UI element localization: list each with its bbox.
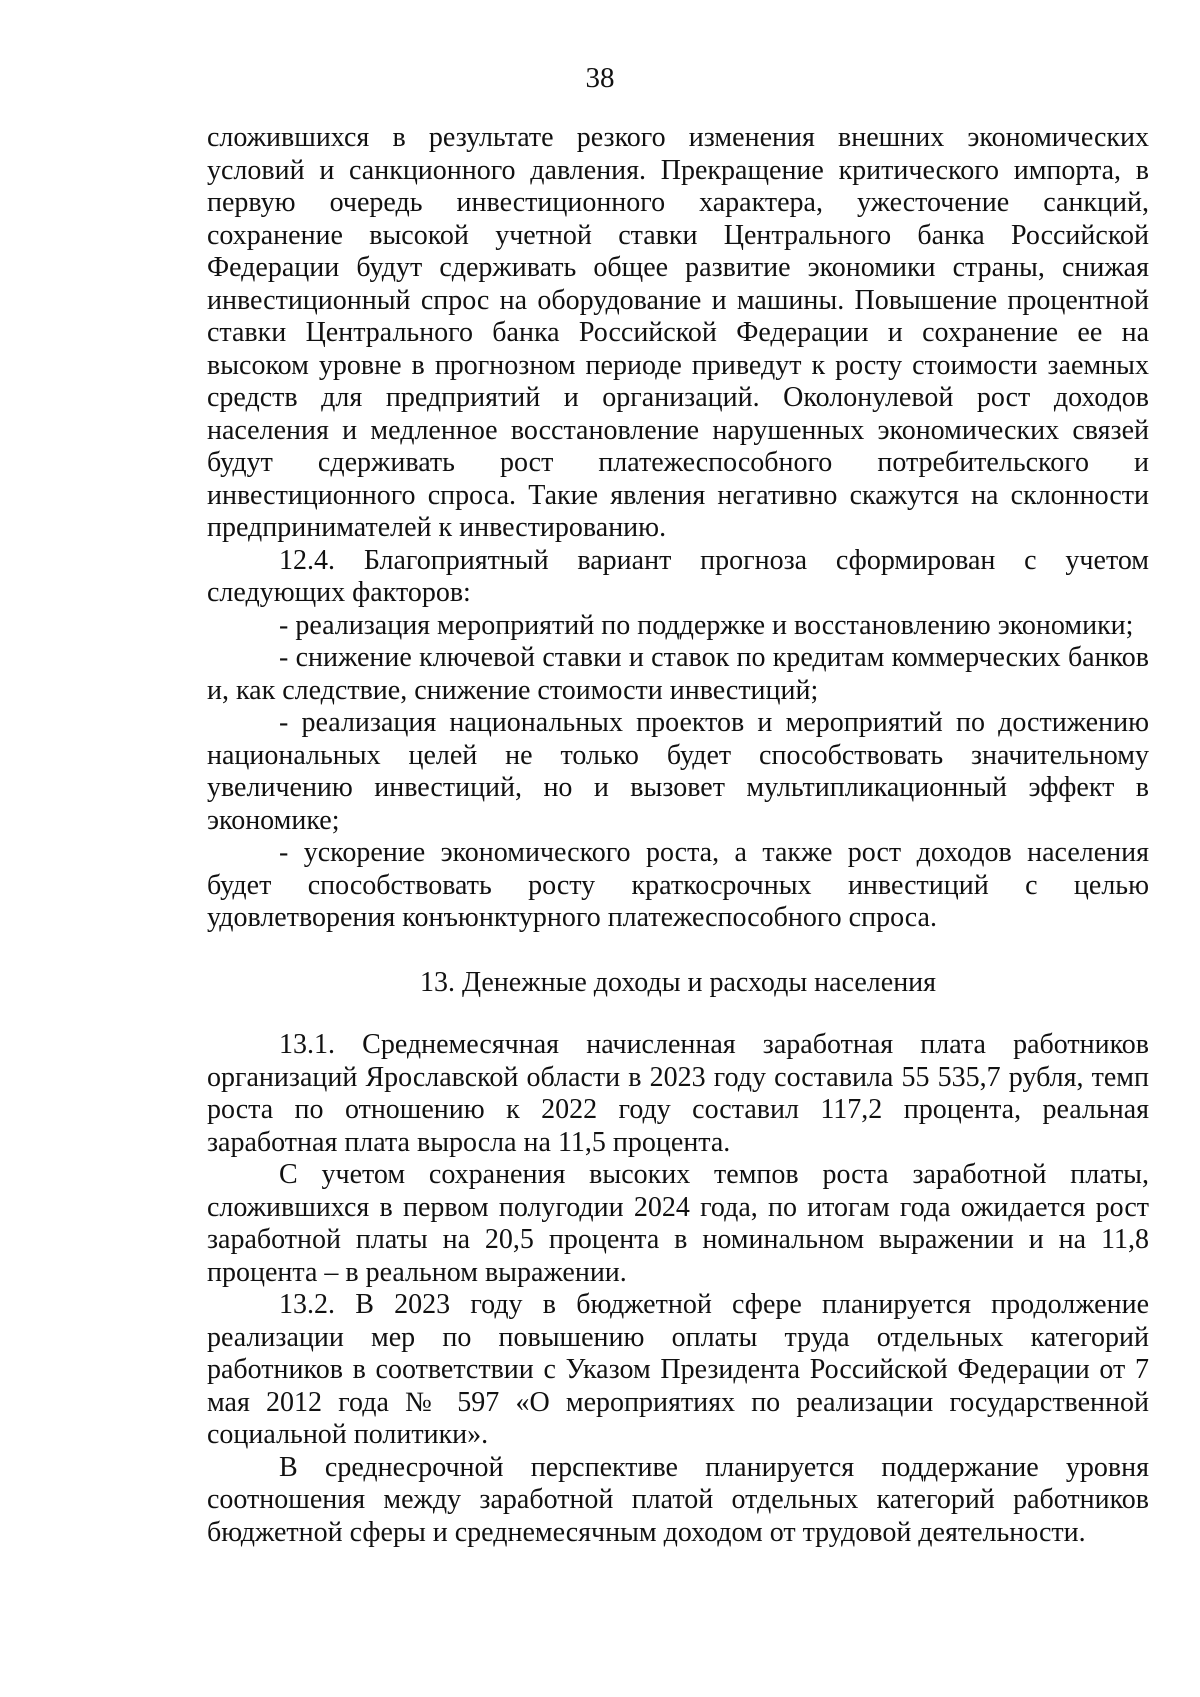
paragraph-medium-term: В среднесрочной перспективе планируется поддержание уровня соотношения между заработной платой отдельных категорий работников бюджетной сферы и среднемесячным доходом от трудовой деятельности. [207, 1451, 1149, 1548]
paragraph-wages-2023: 13.1. Среднемесячная начисленная заработная плата работников организаций Ярославской области в 2023 году составила 55 535,7 рубля, темп роста по отношению к 2022 году составил 117,2 процента, реальная заработная плата выросла на 11,5 процента. [207, 1029, 1149, 1158]
paragraph-wages-forecast: С учетом сохранения высоких темпов роста заработной платы, сложившихся в первом полугодии 2024 года, по итогам года ожидается рост заработной платы на 20,5 процента в номинальном выражении и на 11,8 процента – в реальном выражении. [207, 1159, 1149, 1288]
list-item-factor: - ускорение экономического роста, а также рост доходов населения будет способствовать росту краткосрочных инвестиций с целью удовлетворения конъюнктурного платежеспособного спроса. [207, 837, 1149, 933]
paragraph-continuation: сложившихся в результате резкого изменения внешних экономических условий и санкционного давления. Прекращение критического импорта, в первую очередь инвестиционного характера, ужесточение санкций, сохранение высокой учетной ставки Центрального банка Российской Федерации будут сдерживать общее развитие экономики страны, снижая инвестиционный спрос на оборудование и машины. Повышение процентной ставки Центрального банка Российской Федерации и сохранение ее на высоком уровне в прогнозном периоде приведут к росту стоимости заемных средств для предприятий и организаций. Околонулевой рост доходов населения и медленное восстановление нарушенных экономических связей будут сдерживать рост платежеспособного потребительского и инвестиционного спроса. Такие явления негативно скажутся на склонности предпринимателей к инвестированию. [207, 122, 1149, 543]
section-heading: 13. Денежные доходы и расходы населения [419, 966, 937, 998]
paragraph-budget-sphere: 13.2. В 2023 году в бюджетной сфере планируется продолжение реализации мер по повышению оплаты труда отдельных категорий работников в соответствии с Указом Президента Российской Федерации от 7 мая 2012 года № 597 «О мероприятиях по реализации государственной социальной политики». [207, 1289, 1149, 1450]
list-item-factor: - реализация мероприятий по поддержке и восстановлению экономики; [279, 609, 1134, 641]
list-item-factor: - снижение ключевой ставки и ставок по кредитам коммерческих банков и, как следствие, снижение стоимости инвестиций; [207, 642, 1149, 706]
document-body [207, 122, 1149, 1549]
paragraph-favorable-scenario: 12.4. Благоприятный вариант прогноза сформирован с учетом следующих факторов: [207, 544, 1149, 608]
list-item-factor: - реализация национальных проектов и мероприятий по достижению национальных целей не только будет способствовать значительному увеличению инвестиций, но и вызовет мультипликационный эффект в экономике; [207, 707, 1149, 836]
page-number: 38 [585, 62, 615, 94]
